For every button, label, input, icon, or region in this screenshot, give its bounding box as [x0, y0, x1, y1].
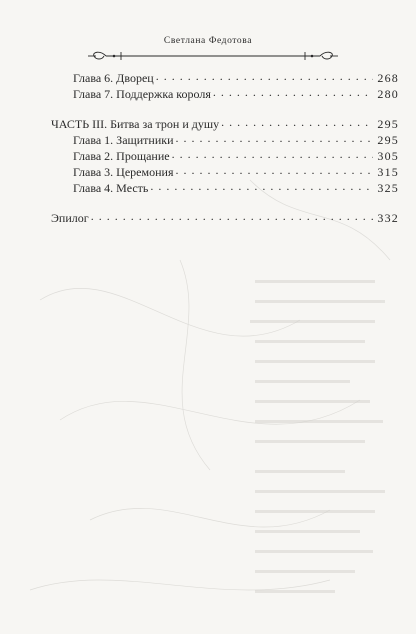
toc-entry-page: 295	[377, 133, 399, 147]
toc-entry-title: Глава 7. Поддержка короля	[73, 87, 211, 101]
header-ornament	[86, 48, 340, 64]
toc-entry-page: 315	[377, 165, 399, 179]
toc-entry[interactable]	[51, 162, 399, 178]
toc-entry-page: 332	[377, 211, 399, 225]
toc-entry-title: Глава 4. Месть	[73, 181, 149, 195]
toc-entry-page: 325	[377, 181, 399, 195]
toc-entry-page: 305	[377, 149, 399, 163]
toc-entry-title: Эпилог	[51, 211, 89, 225]
toc-entry-title: ЧАСТЬ III. Битва за трон и душу	[51, 117, 220, 131]
toc-entry[interactable]	[51, 146, 399, 162]
toc-entry-page: 280	[377, 87, 399, 101]
toc-entry-title: Глава 2. Прощание	[73, 149, 170, 163]
toc-leader-dots	[221, 114, 373, 128]
toc-leader-dots	[156, 68, 374, 82]
toc-entry-title: Глава 6. Дворец	[73, 71, 154, 85]
toc-entry-title: Глава 1. Защитники	[73, 133, 174, 147]
toc-leader-dots	[172, 146, 374, 160]
running-header	[0, 36, 416, 46]
table-of-contents	[51, 68, 399, 224]
toc-epilogue-entry[interactable]	[51, 208, 399, 224]
toc-leader-dots	[150, 178, 373, 192]
toc-entry[interactable]	[51, 178, 399, 194]
toc-entry[interactable]	[51, 68, 399, 84]
toc-leader-dots	[91, 208, 374, 222]
spacer	[51, 100, 399, 114]
toc-entry[interactable]	[51, 84, 399, 100]
toc-entry[interactable]	[51, 130, 399, 146]
toc-leader-dots	[175, 162, 373, 176]
toc-entry-title: Глава 3. Церемония	[73, 165, 174, 179]
toc-entry-page: 295	[377, 117, 399, 131]
author-name: Светлана Федотова	[163, 36, 253, 46]
toc-leader-dots	[176, 130, 374, 144]
toc-entry-page: 268	[377, 71, 399, 85]
spacer	[51, 194, 399, 208]
toc-leader-dots	[213, 84, 374, 98]
toc-part-entry[interactable]	[51, 114, 399, 130]
